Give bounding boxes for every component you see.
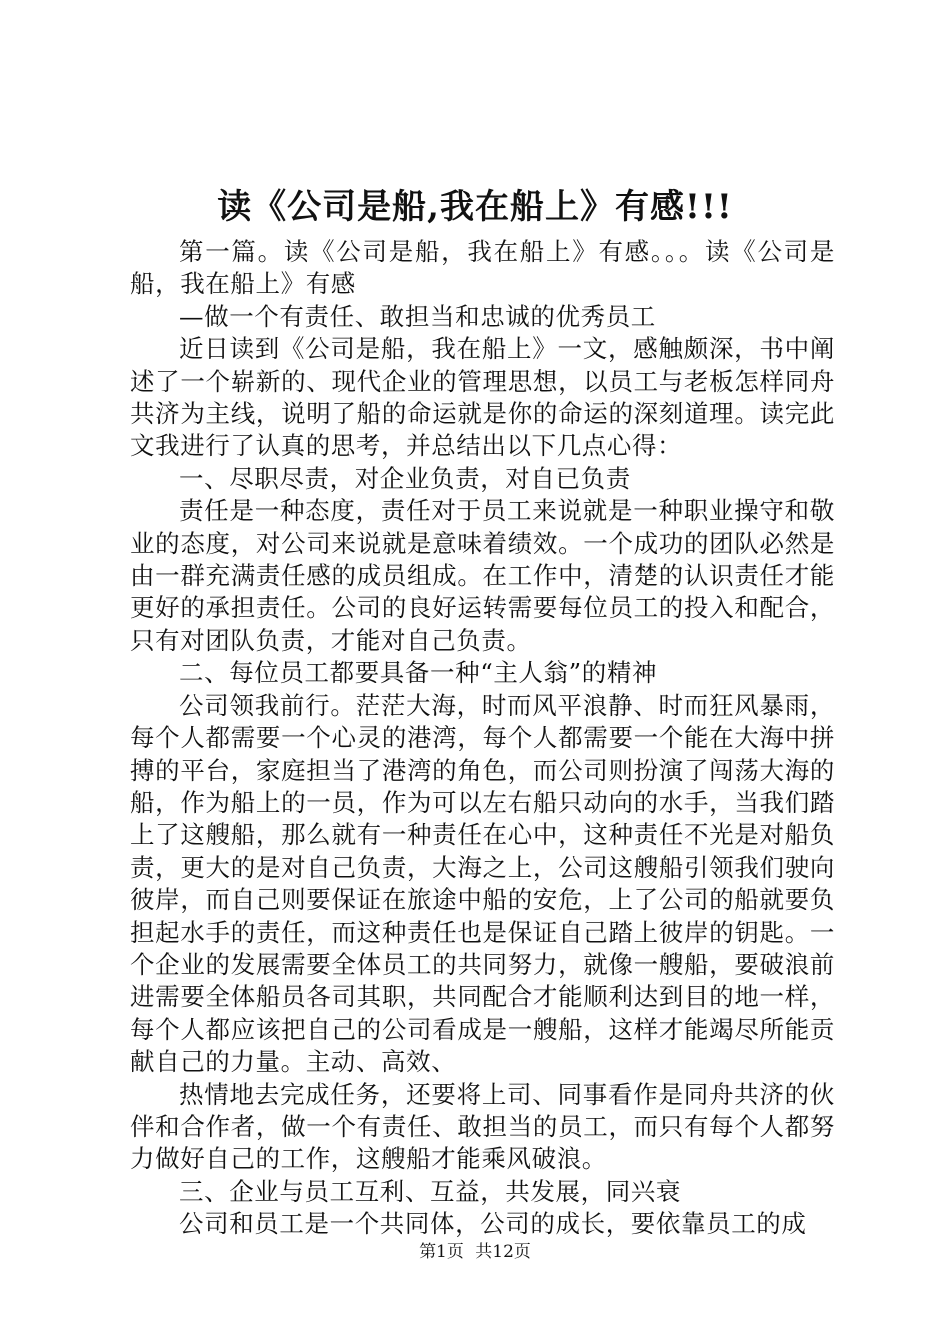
paragraph-opening: 近日读到《公司是船，我在船上》一文，感触颇深，书中阐述了一个崭新的、现代企业的管理思想，以员工与老板怎样同舟共济为主线，说明了船的命运就是你的命运的深刻道理。读完此文我进行了认真的思考，并总结出以下几点心得：	[130, 334, 835, 461]
paragraph-subtitle: —做一个有责任、敢担当和忠诚的优秀员工	[179, 301, 656, 331]
document-body	[130, 236, 835, 1241]
paragraph-section-2a: 公司领我前行。茫茫大海，时而风平浪静、时而狂风暴雨，每个人都需要一个心灵的港湾，每个人都需要一个能在大海中拼搏的平台，家庭担当了港湾的角色，而公司则扮演了闯荡大海的船，作为船上的一员，作为可以左右船只动向的水手，当我们踏上了这艘船，那么就有一种责任在心中，这种责任不光是对船负责，更大的是对自己负责，大海之上，公司这艘船引领我们驶向彼岸，而自己则要保证在旅途中船的安危，上了公司的船就要负担起水手的责任，而这种责任也是保证自己踏上彼岸的钥匙。一个企业的发展需要全体员工的共同努力，就像一艘船，要破浪前进需要全体船员各司其职，共同配合才能顺利达到目的地一样，每个人都应该把自己的公司看成是一艘船，这样才能竭尽所能贡献自己的力量。主动、高效、	[130, 690, 835, 1077]
page-number: 第1页	[419, 1242, 464, 1262]
paragraph-section-1: 责任是一种态度，责任对于员工来说就是一种职业操守和敬业的态度，对公司来说就是意味着绩效。一个成功的团队必然是由一群充满责任感的成员组成。在工作中，清楚的认识责任才能更好的承担责任。公司的良好运转需要每位员工的投入和配合，只有对团队负责，才能对自己负责。	[130, 496, 835, 655]
paragraph-section-3: 公司和员工是一个共同体，公司的成长，要依靠员工的成	[179, 1209, 807, 1239]
page-footer	[0, 1240, 950, 1264]
section-heading-1: 一、尽职尽责，对企业负责，对自已负责	[179, 463, 631, 493]
section-heading-3: 三、企业与员工互利、互益，共发展，同兴衰	[179, 1176, 681, 1206]
paragraph-intro: 第一篇。读《公司是船，我在船上》有感。。。读《公司是船，我在船上》有感	[130, 237, 835, 299]
paragraph-section-2b: 热情地去完成任务，还要将上司、同事看作是同舟共济的伙伴和合作者，做一个有责任、敢担当的员工，而只有每个人都努力做好自己的工作，这艘船才能乘风破浪。	[130, 1079, 835, 1174]
page-total: 共12页	[475, 1242, 531, 1262]
section-heading-2: 二、每位员工都要具备一种“主人翁”的精神	[179, 658, 658, 688]
document-title: 读《公司是船,我在船上》有感!!!	[217, 187, 733, 227]
